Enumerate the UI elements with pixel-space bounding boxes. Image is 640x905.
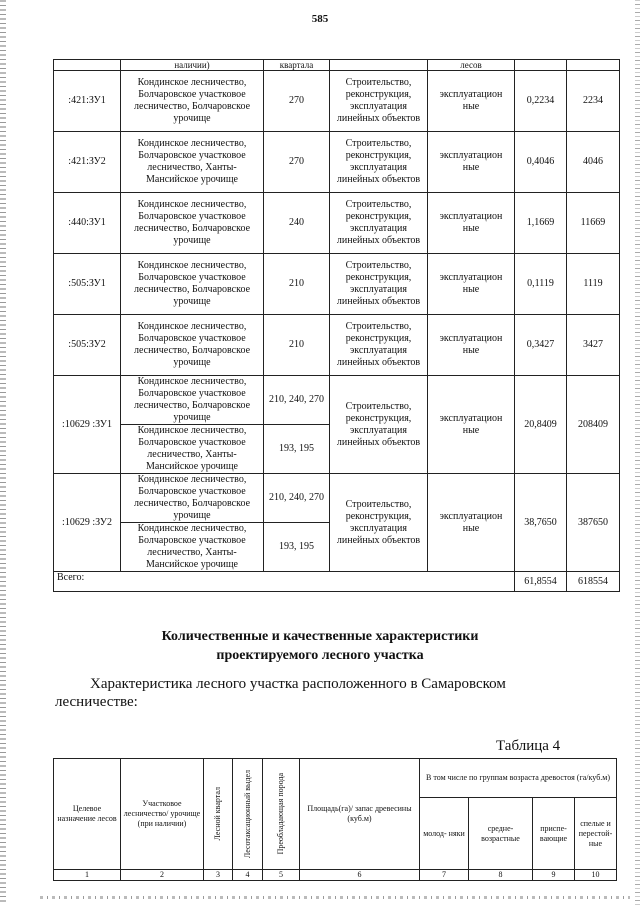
col-number: 10 bbox=[575, 870, 617, 881]
stock-cell: 3427 bbox=[567, 315, 620, 376]
column-numbers-row bbox=[54, 870, 617, 881]
paragraph-line-2: лесничестве: bbox=[55, 694, 138, 710]
forestry-cell: Кондинское лесничество, Болчаровское участковое лесничество, Ханты-Мансийское урочище bbox=[121, 132, 264, 193]
area-cell: 38,7650 bbox=[515, 474, 567, 572]
plot-code: :10629 :ЗУ2 bbox=[54, 474, 121, 572]
scan-right-edge bbox=[635, 0, 640, 905]
quarter-cell: 210 bbox=[264, 315, 330, 376]
header-cell: квартала bbox=[264, 60, 330, 71]
header-row bbox=[54, 759, 617, 798]
col-number: 4 bbox=[233, 870, 263, 881]
col-species bbox=[263, 759, 300, 870]
plot-code: :421:ЗУ1 bbox=[54, 71, 121, 132]
total-row bbox=[54, 572, 620, 592]
category-cell: эксплуатацион ные bbox=[428, 254, 515, 315]
quarter-cell: 210 bbox=[264, 254, 330, 315]
forestry-cell: Кондинское лесничество, Болчаровское участковое лесничество, Болчаровское урочище bbox=[121, 193, 264, 254]
col-plot-label: Лесотаксационный выдел bbox=[242, 769, 252, 859]
area-cell: 0,2234 bbox=[515, 71, 567, 132]
table-row bbox=[54, 315, 620, 376]
category-cell: эксплуатацион ные bbox=[428, 193, 515, 254]
col-number: 2 bbox=[121, 870, 204, 881]
forestry-cell: Кондинское лесничество, Болчаровское участковое лесничество, Ханты-Мансийское урочище bbox=[121, 523, 264, 572]
col-quarter-label: Лесной квартал bbox=[213, 787, 222, 841]
col-number: 1 bbox=[54, 870, 121, 881]
col-ripening: приспе- вающие bbox=[533, 798, 575, 870]
quarter-cell: 193, 195 bbox=[264, 523, 330, 572]
plot-code: :440:ЗУ1 bbox=[54, 193, 121, 254]
forestry-cell: Кондинское лесничество, Болчаровское участковое лесничество, Болчаровское урочище bbox=[121, 254, 264, 315]
total-area: 61,8554 bbox=[515, 572, 567, 592]
total-stock: 618554 bbox=[567, 572, 620, 592]
purpose-cell: Строительство, реконструкция, эксплуатация линейных объектов bbox=[330, 71, 428, 132]
forestry-cell: Кондинское лесничество, Болчаровское участковое лесничество, Болчаровское урочище bbox=[121, 71, 264, 132]
col-plot bbox=[233, 759, 263, 870]
paragraph-line-1: Характеристика лесного участка расположенного в Самаровском bbox=[90, 676, 506, 692]
forestry-cell: Кондинское лесничество, Болчаровское участковое лесничество, Болчаровское урочище bbox=[121, 315, 264, 376]
stock-cell: 208409 bbox=[567, 376, 620, 474]
col-quarter bbox=[204, 759, 233, 870]
col-purpose: Целевое назначение лесов bbox=[54, 759, 121, 870]
area-cell: 0,1119 bbox=[515, 254, 567, 315]
col-number: 6 bbox=[300, 870, 420, 881]
scan-left-edge bbox=[0, 0, 6, 905]
table-row bbox=[54, 132, 620, 193]
table-row bbox=[54, 193, 620, 254]
purpose-cell: Строительство, реконструкция, эксплуатация линейных объектов bbox=[330, 376, 428, 474]
total-label: Всего: bbox=[54, 572, 515, 592]
purpose-cell: Строительство, реконструкция, эксплуатация линейных объектов bbox=[330, 132, 428, 193]
col-mature: спелые и перестой- ные bbox=[575, 798, 617, 870]
category-cell: эксплуатацион ные bbox=[428, 71, 515, 132]
heading-line-2: проектируемого лесного участка bbox=[216, 648, 424, 663]
stock-cell: 11669 bbox=[567, 193, 620, 254]
table-header-row bbox=[54, 60, 620, 71]
quarter-cell: 270 bbox=[264, 71, 330, 132]
plot-code: :10629 :ЗУ1 bbox=[54, 376, 121, 474]
header-cell bbox=[515, 60, 567, 71]
quarter-cell: 210, 240, 270 bbox=[264, 376, 330, 425]
plot-code: :421:ЗУ2 bbox=[54, 132, 121, 193]
col-middle: средне- возрастные bbox=[469, 798, 533, 870]
section-heading bbox=[0, 627, 640, 665]
category-cell: эксплуатацион ные bbox=[428, 132, 515, 193]
col-forestry: Участковое лесничество/ урочище (при наличии) bbox=[121, 759, 204, 870]
age-group-header: В том числе по группам возраста древостоя (га/куб.м) bbox=[420, 759, 617, 798]
purpose-cell: Строительство, реконструкция, эксплуатация линейных объектов bbox=[330, 315, 428, 376]
plot-code: :505:ЗУ2 bbox=[54, 315, 121, 376]
table-row bbox=[54, 376, 620, 425]
quarter-cell: 240 bbox=[264, 193, 330, 254]
col-number: 3 bbox=[204, 870, 233, 881]
forestry-cell: Кондинское лесничество, Болчаровское участковое лесничество, Болчаровское урочище bbox=[121, 376, 264, 425]
scan-bottom-noise bbox=[40, 896, 630, 899]
col-number: 7 bbox=[420, 870, 469, 881]
table-row bbox=[54, 474, 620, 523]
category-cell: эксплуатацион ные bbox=[428, 315, 515, 376]
area-cell: 20,8409 bbox=[515, 376, 567, 474]
col-area: Площадь(га)/ запас древесины (куб.м) bbox=[300, 759, 420, 870]
page-number: 585 bbox=[311, 13, 329, 25]
stock-cell: 387650 bbox=[567, 474, 620, 572]
land-plots-table bbox=[53, 59, 620, 592]
header-cell bbox=[330, 60, 428, 71]
purpose-cell: Строительство, реконструкция, эксплуатация линейных объектов bbox=[330, 474, 428, 572]
heading-line-1: Количественные и качественные характеристики bbox=[161, 629, 479, 644]
area-cell: 0,3427 bbox=[515, 315, 567, 376]
table-row bbox=[54, 71, 620, 132]
category-cell: эксплуатацион ные bbox=[428, 474, 515, 572]
table-row bbox=[54, 254, 620, 315]
col-young: молод- няки bbox=[420, 798, 469, 870]
col-number: 5 bbox=[263, 870, 300, 881]
forestry-cell: Кондинское лесничество, Болчаровское участковое лесничество, Болчаровское урочище bbox=[121, 474, 264, 523]
purpose-cell: Строительство, реконструкция, эксплуатация линейных объектов bbox=[330, 193, 428, 254]
quarter-cell: 270 bbox=[264, 132, 330, 193]
table-caption: Таблица 4 bbox=[496, 738, 561, 754]
category-cell: эксплуатацион ные bbox=[428, 376, 515, 474]
forestry-cell: Кондинское лесничество, Болчаровское участковое лесничество, Ханты-Мансийское урочище bbox=[121, 425, 264, 474]
quarter-cell: 210, 240, 270 bbox=[264, 474, 330, 523]
header-cell: наличии) bbox=[121, 60, 264, 71]
stock-cell: 1119 bbox=[567, 254, 620, 315]
col-number: 9 bbox=[533, 870, 575, 881]
plot-code: :505:ЗУ1 bbox=[54, 254, 121, 315]
col-number: 8 bbox=[469, 870, 533, 881]
header-cell bbox=[567, 60, 620, 71]
header-cell bbox=[54, 60, 121, 71]
characteristics-table bbox=[53, 758, 617, 881]
quarter-cell: 193, 195 bbox=[264, 425, 330, 474]
stock-cell: 4046 bbox=[567, 132, 620, 193]
header-cell: лесов bbox=[428, 60, 515, 71]
stock-cell: 2234 bbox=[567, 71, 620, 132]
area-cell: 0,4046 bbox=[515, 132, 567, 193]
area-cell: 1,1669 bbox=[515, 193, 567, 254]
purpose-cell: Строительство, реконструкция, эксплуатация линейных объектов bbox=[330, 254, 428, 315]
col-species-label: Преобладающая порода bbox=[276, 773, 285, 855]
